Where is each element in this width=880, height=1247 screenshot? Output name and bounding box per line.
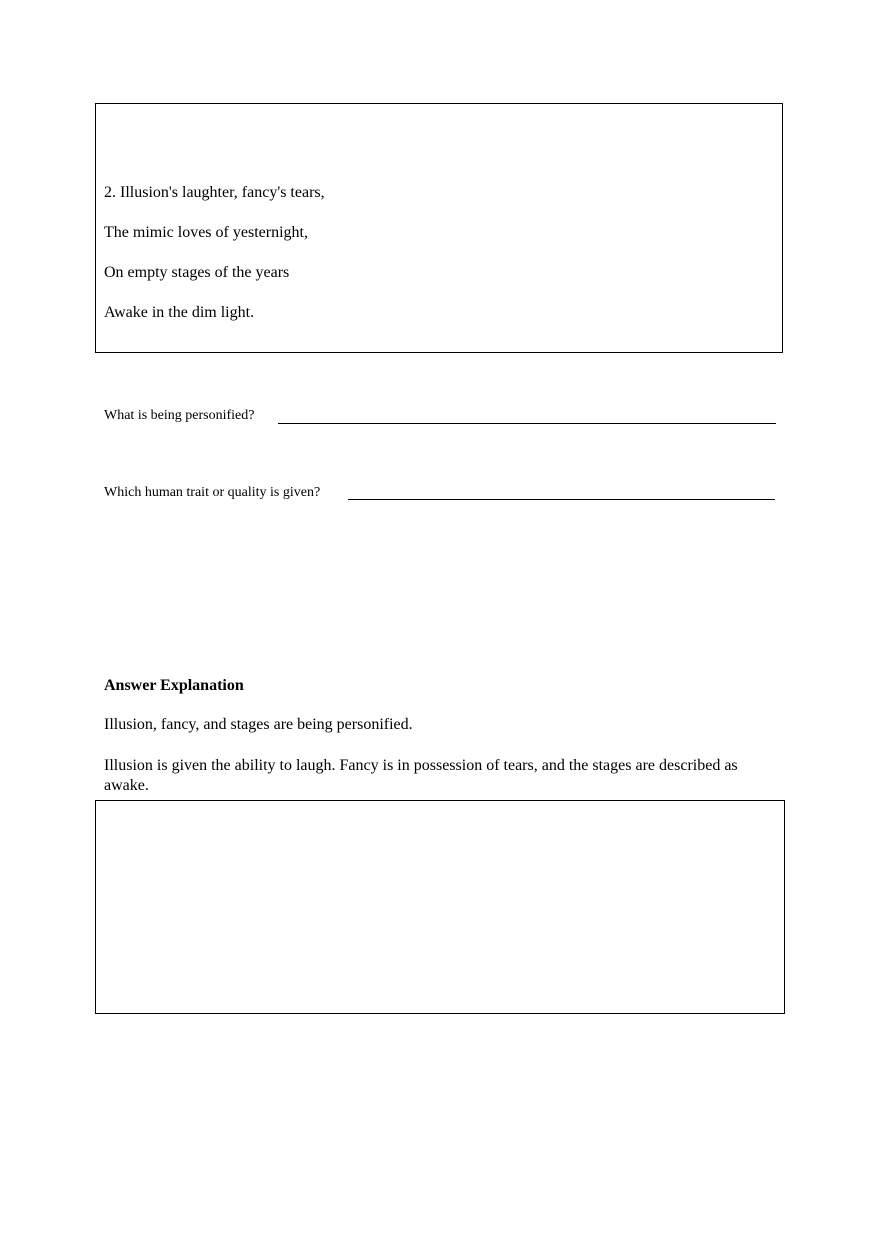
poem-line-1: 2. Illusion's laughter, fancy's tears, bbox=[104, 184, 325, 201]
question-human-trait: Which human trait or quality is given? bbox=[104, 485, 321, 500]
answer-explanation-heading: Answer Explanation bbox=[104, 677, 244, 694]
answer-paragraph-2: Illusion is given the ability to laugh. Fancy is in possession of tears, and the stages are described as awake. bbox=[104, 757, 738, 794]
answer-blank-personified[interactable] bbox=[278, 423, 776, 424]
answer-paragraph-1: Illusion, fancy, and stages are being personified. bbox=[104, 716, 413, 733]
poem-line-2: The mimic loves of yesternight, bbox=[104, 224, 308, 241]
empty-answer-box bbox=[95, 800, 785, 1014]
question-personified: What is being personified? bbox=[104, 408, 255, 423]
poem-box bbox=[95, 103, 783, 353]
answer-blank-human-trait[interactable] bbox=[348, 499, 775, 500]
poem-line-4: Awake in the dim light. bbox=[104, 304, 255, 321]
poem-line-3: On empty stages of the years bbox=[104, 264, 290, 281]
